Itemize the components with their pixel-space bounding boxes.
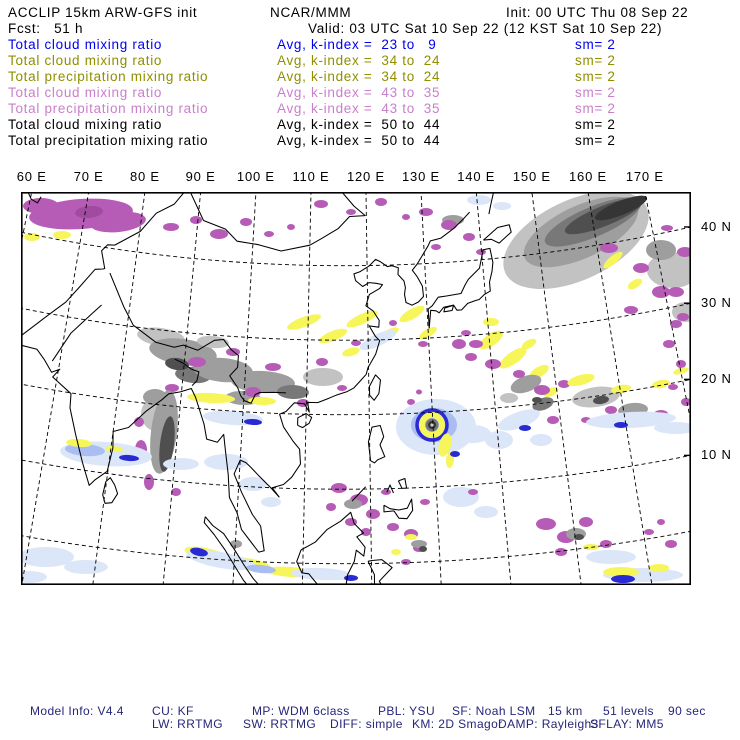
lon-label: 120 E bbox=[346, 169, 385, 184]
grid-spacing: 15 km bbox=[548, 704, 583, 718]
lon-label: 170 E bbox=[625, 169, 664, 184]
lw-scheme: LW: RRTMG bbox=[152, 717, 223, 731]
legend-kindex-value: Avg, k-index = 23 to 9 bbox=[277, 37, 437, 52]
legend-field-label: Total precipitation mixing ratio bbox=[8, 101, 209, 116]
org-label: NCAR/MMM bbox=[270, 5, 352, 20]
legend-kindex-value: Avg, k-index = 43 to 35 bbox=[277, 101, 441, 116]
lat-label: 10 N bbox=[701, 447, 732, 463]
lon-label: 110 E bbox=[292, 169, 330, 184]
cu-scheme: CU: KF bbox=[152, 704, 194, 718]
valid-time: Valid: 03 UTC Sat 10 Sep 22 (12 KST Sat 10 Sep 22) bbox=[308, 21, 663, 36]
lon-label: 140 E bbox=[457, 169, 496, 184]
lon-label: 130 E bbox=[402, 169, 441, 184]
cloud-precip-field bbox=[21, 192, 691, 583]
lon-label: 60 E bbox=[16, 169, 47, 184]
map-canvas bbox=[21, 192, 691, 585]
lon-label: 160 E bbox=[569, 169, 607, 184]
legend-sm-value: sm= 2 bbox=[575, 37, 616, 52]
sw-scheme: SW: RRTMG bbox=[243, 717, 317, 731]
legend-field-label: Total precipitation mixing ratio bbox=[8, 133, 209, 148]
legend-kindex-value: Avg, k-index = 43 to 35 bbox=[277, 85, 441, 100]
legend-sm-value: sm= 2 bbox=[575, 133, 616, 148]
levels: 51 levels bbox=[603, 704, 654, 718]
legend-sm-value: sm= 2 bbox=[575, 53, 616, 68]
forecast-hour: Fcst: 51 h bbox=[8, 21, 84, 36]
legend-kindex-value: Avg, k-index = 34 to 24 bbox=[277, 69, 441, 84]
legend-kindex-value: Avg, k-index = 50 to 44 bbox=[277, 133, 441, 148]
sflay-scheme: SFLAY: MM5 bbox=[590, 717, 664, 731]
sf-scheme: SF: Noah LSM bbox=[452, 704, 536, 718]
damp-scheme: DAMP: Rayleigh3 bbox=[498, 717, 599, 731]
legend-sm-value: sm= 2 bbox=[575, 117, 616, 132]
legend-kindex-value: Avg, k-index = 50 to 44 bbox=[277, 117, 441, 132]
lon-label: 100 E bbox=[236, 169, 275, 184]
product-title: ACCLIP 15km ARW-GFS init bbox=[8, 5, 198, 20]
timestep: 90 sec bbox=[668, 704, 706, 718]
lon-label: 90 E bbox=[185, 169, 216, 184]
pbl-scheme: PBL: YSU bbox=[378, 704, 436, 718]
mp-scheme: MP: WDM 6class bbox=[252, 704, 350, 718]
init-time: Init: 00 UTC Thu 08 Sep 22 bbox=[506, 5, 689, 20]
model-version: Model Info: V4.4 bbox=[30, 704, 124, 718]
lat-label: 30 N bbox=[701, 295, 732, 311]
lat-label: 40 N bbox=[701, 218, 732, 234]
legend-sm-value: sm= 2 bbox=[575, 85, 616, 100]
legend-field-label: Total cloud mixing ratio bbox=[8, 53, 163, 68]
km-scheme: KM: 2D Smagor bbox=[412, 717, 503, 731]
legend-field-label: Total cloud mixing ratio bbox=[8, 85, 163, 100]
legend-field-label: Total cloud mixing ratio bbox=[8, 117, 163, 132]
diff-scheme: DIFF: simple bbox=[330, 717, 403, 731]
legend-sm-value: sm= 2 bbox=[575, 101, 616, 116]
legend-field-label: Total cloud mixing ratio bbox=[8, 37, 163, 52]
legend-sm-value: sm= 2 bbox=[575, 69, 616, 84]
legend-field-label: Total precipitation mixing ratio bbox=[8, 69, 209, 84]
lat-label: 20 N bbox=[701, 371, 732, 387]
lon-label: 80 E bbox=[129, 169, 160, 184]
lon-label: 70 E bbox=[73, 169, 104, 184]
legend-kindex-value: Avg, k-index = 34 to 24 bbox=[277, 53, 441, 68]
lon-label: 150 E bbox=[512, 169, 551, 184]
